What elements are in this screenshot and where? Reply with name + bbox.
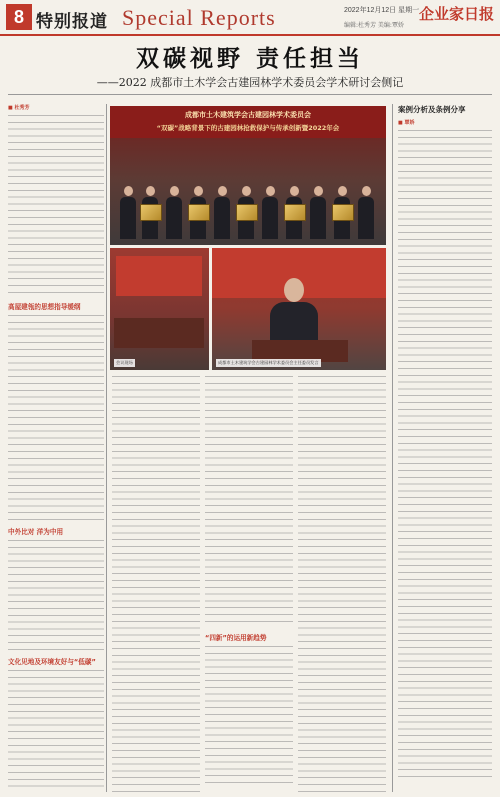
award-plaque (284, 204, 306, 221)
banner-line-1: 成都市土木建筑学会古建园林学术委员会 (185, 111, 311, 119)
photo-caption: 成都市土木建筑学会古建园林学术委员会主任委员发言 (218, 360, 319, 365)
issue-date: 2022年12月12日 星期一 (344, 7, 420, 14)
title-divider (8, 94, 492, 95)
text-block (205, 646, 293, 786)
group-photo (110, 138, 386, 245)
person (120, 186, 136, 239)
newspaper-logo: 企业家日报 (418, 5, 494, 23)
section-title-cn: 特别报道 (36, 12, 108, 32)
text-block (8, 670, 104, 790)
text-block (298, 376, 386, 792)
photo-caption: 会议现场 (116, 360, 133, 365)
section-title-en: Special Reports (122, 5, 276, 30)
right-byline: ■ 覃娇 (398, 120, 415, 126)
editor-credit: 编辑:杜秀芳 美编:覃娇 (344, 22, 404, 29)
article-subtitle: ——2022 成都市土木学会古建园林学术委员会学术研讨会侧记 (96, 76, 404, 89)
header-info (344, 3, 494, 33)
column-rule (392, 104, 393, 792)
award-plaque (140, 204, 162, 221)
person (166, 186, 182, 239)
meeting-photo (110, 248, 209, 370)
meeting-table (114, 318, 204, 348)
event-banner (110, 106, 386, 138)
person (262, 186, 278, 239)
award-plaque (332, 204, 354, 221)
text-block (112, 376, 200, 792)
article-title: 双碳视野 责任担当 (135, 45, 364, 72)
column-rule (106, 104, 107, 792)
text-block (8, 115, 104, 295)
award-plaque (188, 204, 210, 221)
banner-line-2: “双碳”战略背景下的古建园林抢救保护与传承创新暨2022年会 (156, 124, 340, 132)
center-column-3 (298, 376, 386, 792)
page-number-badge: 8 (6, 4, 32, 30)
award-plaque (236, 204, 258, 221)
right-column-title: 案例分析及条例分享 (398, 105, 466, 114)
right-column (398, 104, 492, 794)
person (358, 186, 374, 239)
center-column-1 (112, 376, 200, 792)
center-column-2 (205, 376, 293, 792)
speaker (284, 278, 304, 302)
text-block (398, 130, 492, 780)
section-head-center: “四新”的运用新趋势 (205, 634, 267, 642)
left-byline: ■ 杜秀芳 (8, 105, 30, 111)
section-head-3: 文化见地及环境友好与“低碳” (8, 658, 96, 666)
left-column (8, 104, 104, 794)
text-block (8, 315, 104, 520)
text-block (8, 540, 104, 650)
section-head-2: 中外比对 洋为中用 (8, 528, 64, 536)
person (214, 186, 230, 239)
speaker-photo (212, 248, 386, 370)
person (310, 186, 326, 239)
backdrop-screen (116, 256, 202, 296)
page-header (0, 0, 500, 36)
text-block (205, 376, 293, 626)
section-head-1: 高屋建瓴的思想指导缓纲 (8, 303, 81, 311)
